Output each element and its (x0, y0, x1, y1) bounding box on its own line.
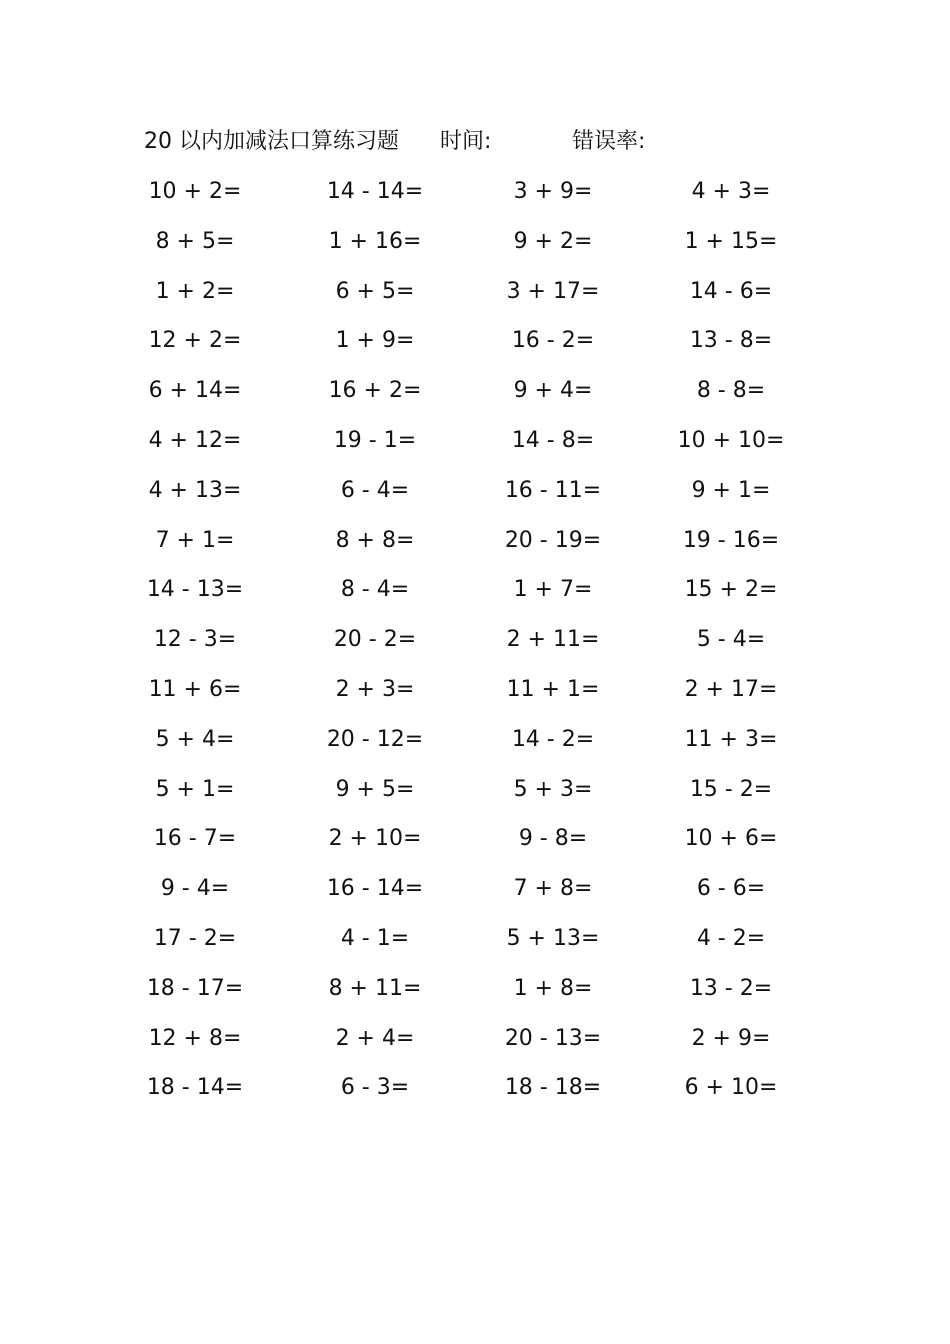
problem-row (130, 222, 810, 272)
math-problem: 2 + 10= (328, 826, 422, 852)
problem-row (130, 1068, 810, 1118)
math-problem: 1 + 9= (335, 328, 415, 354)
problem-row (130, 371, 810, 421)
problem-row (130, 172, 810, 222)
math-problem: 15 + 2= (684, 577, 778, 603)
math-problem: 12 + 2= (148, 328, 242, 354)
math-problem: 18 - 17= (146, 975, 244, 1001)
problem-row (130, 321, 810, 371)
math-problem: 4 + 12= (148, 427, 242, 453)
math-problem: 3 + 17= (506, 278, 600, 304)
math-problem: 9 - 4= (160, 876, 230, 902)
math-problem: 2 + 3= (335, 676, 415, 702)
math-problem: 11 + 6= (148, 676, 242, 702)
problem-row (130, 570, 810, 620)
problem-row (130, 720, 810, 770)
math-problem: 6 - 4= (340, 477, 410, 503)
math-problem: 16 + 2= (328, 378, 422, 404)
math-problem: 1 + 2= (155, 278, 235, 304)
problem-row (130, 272, 810, 322)
problem-row (130, 919, 810, 969)
math-problem: 18 - 18= (504, 1075, 602, 1101)
math-problem: 18 - 14= (146, 1075, 244, 1101)
problem-row (130, 770, 810, 820)
time-label: 时间: (440, 129, 492, 154)
math-problem: 14 - 2= (511, 726, 595, 752)
math-problem: 9 + 2= (513, 228, 593, 254)
math-problem: 12 - 3= (153, 627, 237, 653)
math-problem: 10 + 10= (677, 427, 785, 453)
math-problem: 16 - 14= (326, 876, 424, 902)
math-problem: 4 + 13= (148, 477, 242, 503)
math-problem: 16 - 11= (504, 477, 602, 503)
math-problem: 6 - 3= (340, 1075, 410, 1101)
math-problem: 1 + 7= (513, 577, 593, 603)
math-problem: 5 + 1= (155, 776, 235, 802)
math-problem: 4 - 1= (340, 925, 410, 951)
math-problem: 20 - 12= (326, 726, 424, 752)
math-problem: 8 + 5= (155, 228, 235, 254)
worksheet-title: 20 以内加减法口算练习题 (144, 129, 399, 154)
math-problem: 16 - 7= (153, 826, 237, 852)
math-problem: 16 - 2= (511, 328, 595, 354)
math-problem: 14 - 13= (146, 577, 244, 603)
math-problem: 15 - 2= (689, 776, 773, 802)
problem-row (130, 1019, 810, 1069)
math-problem: 17 - 2= (153, 925, 237, 951)
problem-row (130, 670, 810, 720)
math-problem: 14 - 6= (689, 278, 773, 304)
math-problem: 5 + 4= (155, 726, 235, 752)
math-problem: 14 - 14= (326, 179, 424, 204)
math-problem: 9 + 1= (691, 477, 771, 503)
problem-row (130, 969, 810, 1019)
math-problem: 3 + 9= (513, 179, 593, 204)
math-problem: 2 + 9= (691, 1025, 771, 1051)
math-problem: 6 - 6= (696, 876, 766, 902)
math-problem: 8 + 8= (335, 527, 415, 553)
math-problem: 4 - 2= (696, 925, 766, 951)
math-problem: 6 + 10= (684, 1075, 778, 1101)
math-problem: 2 + 17= (684, 676, 778, 702)
math-problem: 10 + 2= (148, 179, 242, 204)
math-problem: 19 - 1= (333, 427, 417, 453)
math-problem: 7 + 1= (155, 527, 235, 553)
problem-grid (130, 172, 810, 1118)
math-problem: 1 + 16= (328, 228, 422, 254)
math-problem: 8 - 8= (696, 378, 766, 404)
math-problem: 1 + 15= (684, 228, 778, 254)
math-problem: 6 + 5= (335, 278, 415, 304)
math-problem: 1 + 8= (513, 975, 593, 1001)
math-problem: 20 - 19= (504, 527, 602, 553)
math-problem: 7 + 8= (513, 876, 593, 902)
math-problem: 12 + 8= (148, 1025, 242, 1051)
math-problem: 11 + 1= (506, 676, 600, 702)
math-problem: 14 - 8= (511, 427, 595, 453)
error-rate-label: 错误率: (572, 129, 646, 154)
math-problem: 5 + 13= (506, 925, 600, 951)
math-problem: 20 - 13= (504, 1025, 602, 1051)
math-problem: 2 + 11= (506, 627, 600, 653)
math-problem: 5 - 4= (696, 627, 766, 653)
math-problem: 20 - 2= (333, 627, 417, 653)
math-problem: 11 + 3= (684, 726, 778, 752)
math-problem: 8 + 11= (328, 975, 422, 1001)
problem-row (130, 869, 810, 919)
problem-row (130, 471, 810, 521)
problem-row (130, 819, 810, 869)
math-problem: 9 - 8= (518, 826, 588, 852)
math-problem: 13 - 2= (689, 975, 773, 1001)
math-problem: 5 + 3= (513, 776, 593, 802)
math-problem: 10 + 6= (684, 826, 778, 852)
problem-row (130, 421, 810, 471)
math-problem: 8 - 4= (340, 577, 410, 603)
problem-row (130, 521, 810, 571)
math-problem: 19 - 16= (682, 527, 780, 553)
problem-row (130, 620, 810, 670)
math-problem: 13 - 8= (689, 328, 773, 354)
math-problem: 9 + 4= (513, 378, 593, 404)
math-problem: 2 + 4= (335, 1025, 415, 1051)
math-problem: 6 + 14= (148, 378, 242, 404)
math-problem: 9 + 5= (335, 776, 415, 802)
math-problem: 4 + 3= (691, 179, 771, 204)
